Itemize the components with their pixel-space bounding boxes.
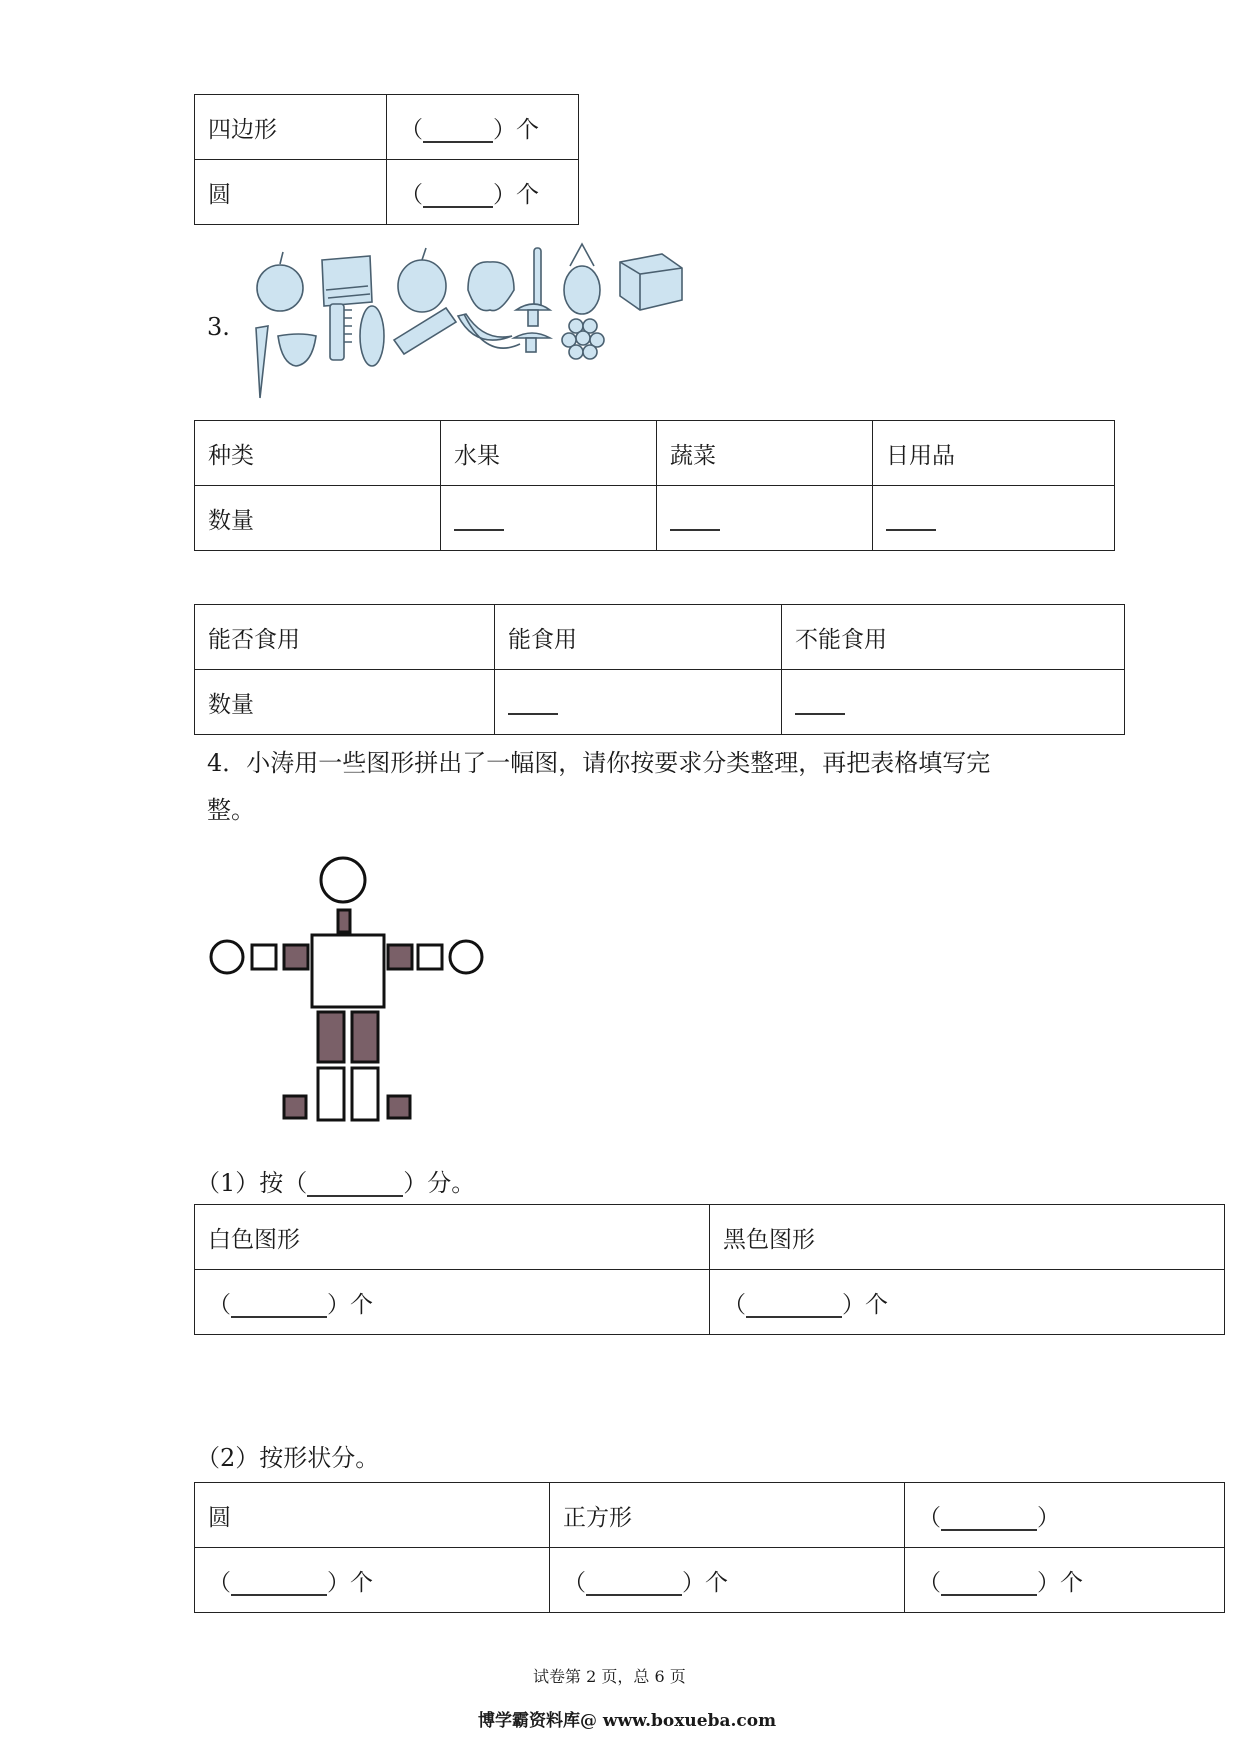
black-count-cell: （ ）个: [710, 1270, 1225, 1335]
table-row: [195, 1548, 1225, 1613]
shape-count-table: [194, 94, 579, 225]
answer-blank[interactable]: [746, 1316, 842, 1318]
table-row: [195, 670, 1125, 735]
header-fruit: 水果: [441, 421, 657, 486]
color-table: [194, 1204, 1225, 1335]
answer-blank[interactable]: [941, 1594, 1037, 1596]
table-row: [195, 1205, 1225, 1270]
header-black-shapes: 黑色图形: [710, 1205, 1225, 1270]
row-label-quantity: 数量: [195, 486, 441, 551]
daily-goods-count-cell: [873, 486, 1115, 551]
question-3-number: 3.: [207, 313, 230, 341]
left-white-square: [252, 945, 276, 969]
right-dark-square: [388, 945, 412, 969]
table-row: [195, 605, 1125, 670]
question-4-line1: 4．小涛用一些图形拼出了一幅图，请你按要求分类整理，再把表格填写完: [207, 749, 991, 777]
header-circle: 圆: [195, 1483, 550, 1548]
table-row: [195, 1483, 1225, 1548]
shape-type-table: [194, 1482, 1225, 1613]
strawberry-icon: [278, 334, 316, 366]
answer-blank[interactable]: [670, 529, 720, 531]
fruit-count-cell: [441, 486, 657, 551]
answer-blank[interactable]: [941, 1529, 1037, 1531]
header-daily-goods: 日用品: [873, 421, 1115, 486]
other-count-cell: （ ）个: [905, 1548, 1225, 1613]
toothpaste-icon: [394, 308, 456, 354]
table-row: [195, 1270, 1225, 1335]
edible-count-cell: [495, 670, 782, 735]
vegetable-count-cell: [657, 486, 873, 551]
answer-blank[interactable]: [586, 1594, 682, 1596]
row-label-quantity: 数量: [195, 670, 495, 735]
answer-blank[interactable]: [423, 141, 493, 143]
apple-icon: [257, 252, 303, 311]
question-4-line2: 整。: [207, 796, 255, 824]
table-row: [195, 95, 579, 160]
answer-blank[interactable]: [423, 206, 493, 208]
grape-icon: [562, 319, 604, 359]
header-square: 正方形: [550, 1483, 905, 1548]
toothbrush-icon: [534, 248, 541, 310]
body-square: [312, 935, 384, 1007]
header-edibility: 能否食用: [195, 605, 495, 670]
count-cell: （ ）个: [387, 95, 579, 160]
table-row: [195, 486, 1115, 551]
white-count-cell: （ ）个: [195, 1270, 710, 1335]
row-label-circle: 圆: [195, 160, 387, 225]
table-row: [195, 160, 579, 225]
right-shin-rect: [352, 1068, 378, 1120]
category-table: [194, 420, 1115, 551]
pepper-icon: [398, 248, 446, 312]
comb-icon: [330, 304, 352, 360]
banana-icon: [458, 314, 520, 348]
right-foot-square: [388, 1096, 410, 1118]
peach-icon: [468, 262, 514, 311]
right-white-square: [418, 945, 442, 969]
answer-blank[interactable]: [307, 1195, 403, 1197]
part-1-prompt: （1）按（ ）分。: [196, 1169, 476, 1197]
right-hand-circle: [450, 941, 482, 973]
circle-count-cell: （ ）个: [195, 1548, 550, 1613]
box-icon: [620, 254, 682, 310]
answer-blank[interactable]: [231, 1316, 327, 1318]
answer-blank[interactable]: [231, 1594, 327, 1596]
part-2-title: （2）按形状分。: [196, 1444, 380, 1472]
figure-of-shapes: [200, 850, 500, 1140]
pineapple-icon: [564, 244, 600, 314]
header-not-edible: 不能食用: [782, 605, 1125, 670]
left-dark-square: [284, 945, 308, 969]
brand-footer: 博学霸资料库@ www.boxueba.com: [478, 1711, 777, 1731]
table-row: [195, 421, 1115, 486]
left-shin-rect: [318, 1068, 344, 1120]
header-white-shapes: 白色图形: [195, 1205, 710, 1270]
left-thigh-rect: [318, 1012, 344, 1062]
right-thigh-rect: [352, 1012, 378, 1062]
left-foot-square: [284, 1096, 306, 1118]
header-vegetable: 蔬菜: [657, 421, 873, 486]
eggplant-icon: [360, 306, 384, 366]
left-hand-circle: [211, 941, 243, 973]
answer-blank[interactable]: [886, 529, 936, 531]
carrot-icon: [256, 326, 268, 398]
items-illustration: [250, 240, 710, 410]
header-edible: 能食用: [495, 605, 782, 670]
page-number: 试卷第 2 页，总 6 页: [533, 1667, 686, 1686]
answer-blank[interactable]: [508, 713, 558, 715]
header-blank-shape: （ ）: [905, 1483, 1225, 1548]
neck-rect: [338, 910, 350, 932]
row-label-quadrilateral: 四边形: [195, 95, 387, 160]
answer-blank[interactable]: [795, 713, 845, 715]
head-circle: [321, 858, 365, 902]
header-category: 种类: [195, 421, 441, 486]
towel-icon: [322, 256, 372, 306]
answer-blank[interactable]: [454, 529, 504, 531]
edibility-table: [194, 604, 1125, 735]
count-cell: （ ）个: [387, 160, 579, 225]
square-count-cell: （ ）个: [550, 1548, 905, 1613]
not-edible-count-cell: [782, 670, 1125, 735]
